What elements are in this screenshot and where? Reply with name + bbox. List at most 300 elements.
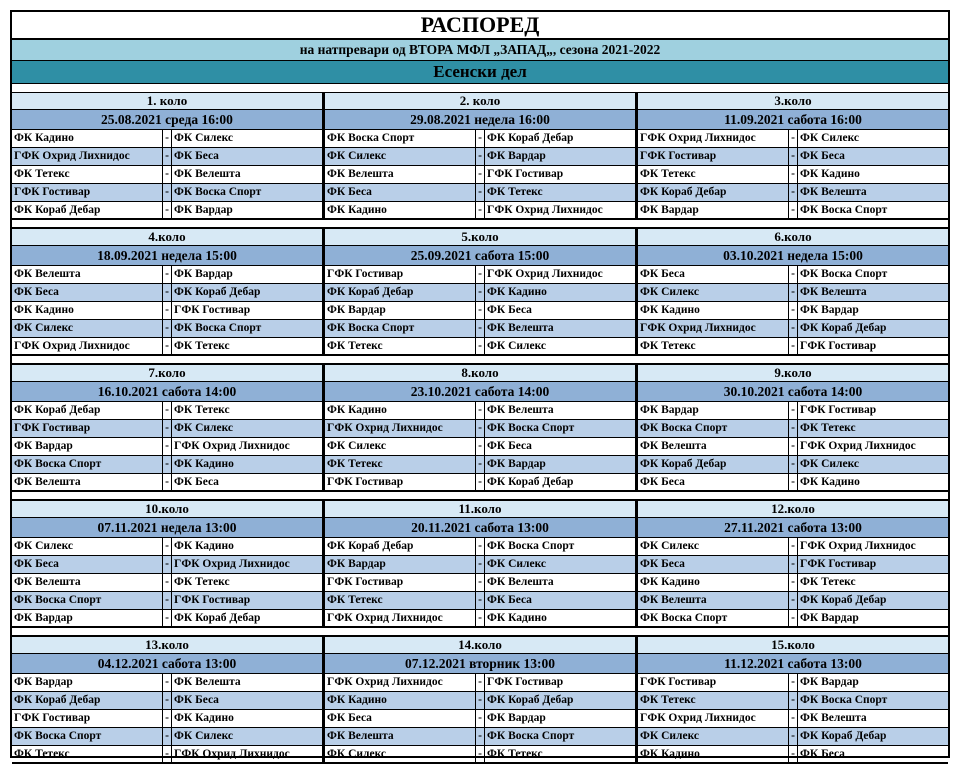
away-team: ГФК Охрид Лихнидос: [487, 204, 603, 216]
away-team: ГФК Охрид Лихнидос: [800, 440, 916, 452]
match-row: [12, 130, 322, 148]
vs-separator: -: [789, 148, 798, 165]
home-team: ФК Вардар: [325, 302, 476, 319]
away-team: ФК Кораб Дебар: [174, 286, 261, 298]
round-date: 07.12.2021 вторник 13:00: [325, 654, 635, 674]
rounds-row: [12, 637, 948, 764]
match-row: [12, 302, 322, 320]
match-row: [638, 674, 948, 692]
match-row: [325, 402, 635, 420]
match-row: [12, 674, 322, 692]
vs-separator: -: [789, 320, 798, 337]
home-team: ФК Кораб Дебар: [325, 284, 476, 301]
home-team: ФК Вардар: [638, 202, 789, 219]
round-label: 3.коло: [638, 93, 948, 110]
home-team: ФК Кадино: [638, 746, 789, 763]
away-team: ФК Воска Спорт: [487, 730, 575, 742]
match-row: [12, 166, 322, 184]
vs-separator: -: [476, 420, 485, 437]
match-row: [638, 746, 948, 763]
round-block: [325, 365, 638, 490]
match-row: [638, 202, 948, 219]
away-team: ФК Кадино: [800, 476, 860, 488]
round-label: 15.коло: [638, 637, 948, 654]
home-team: ФК Кораб Дебар: [638, 456, 789, 473]
match-row: [12, 438, 322, 456]
vs-separator: -: [163, 184, 172, 201]
home-team: ФК Воска Спорт: [325, 320, 476, 337]
round-date: 25.09.2021 сабота 15:00: [325, 246, 635, 266]
round-label: 4.коло: [12, 229, 322, 246]
match-row: [638, 438, 948, 456]
away-team: ФК Силекс: [174, 730, 234, 742]
round-block: [325, 501, 638, 626]
away-team: ФК Вардар: [800, 612, 859, 624]
match-row: [638, 184, 948, 202]
match-row: [12, 610, 322, 627]
home-team: ФК Вардар: [12, 610, 163, 627]
round-block: [12, 229, 325, 354]
away-team: ФК Беса: [487, 304, 532, 316]
vs-separator: -: [476, 130, 485, 147]
round-label: 13.коло: [12, 637, 322, 654]
home-team: ГФК Гостивар: [12, 710, 163, 727]
round-date: 30.10.2021 сабота 14:00: [638, 382, 948, 402]
vs-separator: -: [476, 284, 485, 301]
match-row: [638, 474, 948, 491]
match-row: [12, 266, 322, 284]
match-row: [325, 320, 635, 338]
home-team: ФК Кораб Дебар: [325, 538, 476, 555]
vs-separator: -: [163, 474, 172, 491]
vs-separator: -: [163, 148, 172, 165]
home-team: ФК Силекс: [638, 538, 789, 555]
vs-separator: -: [476, 610, 485, 627]
away-team: ГФК Охрид Лихнидос: [174, 440, 290, 452]
home-team: ФК Вардар: [638, 402, 789, 419]
away-team: ФК Воска Спорт: [174, 322, 262, 334]
vs-separator: -: [163, 746, 172, 763]
vs-separator: -: [476, 456, 485, 473]
home-team: ФК Кадино: [325, 692, 476, 709]
match-row: [325, 610, 635, 627]
vs-separator: -: [163, 710, 172, 727]
round-label: 12.коло: [638, 501, 948, 518]
vs-separator: -: [476, 692, 485, 709]
away-team: ФК Тетекс: [487, 186, 543, 198]
match-row: [325, 538, 635, 556]
away-team: ФК Воска Спорт: [800, 268, 888, 280]
vs-separator: -: [163, 610, 172, 627]
round-label: 2. коло: [325, 93, 635, 110]
vs-separator: -: [476, 746, 485, 763]
round-block: [12, 501, 325, 626]
away-team: ФК Силекс: [800, 132, 860, 144]
away-team: ГФК Гостивар: [174, 304, 251, 316]
vs-separator: -: [476, 556, 485, 573]
home-team: ФК Тетекс: [638, 166, 789, 183]
home-team: ГФК Охрид Лихнидос: [12, 338, 163, 355]
match-row: [638, 130, 948, 148]
away-team: ГФК Гостивар: [800, 558, 877, 570]
home-team: ГФК Охрид Лихнидос: [325, 674, 476, 691]
home-team: ФК Беса: [638, 474, 789, 491]
match-row: [638, 574, 948, 592]
home-team: ФК Тетекс: [638, 338, 789, 355]
match-row: [325, 592, 635, 610]
match-row: [325, 338, 635, 355]
home-team: ФК Кадино: [638, 574, 789, 591]
match-row: [325, 692, 635, 710]
match-row: [638, 420, 948, 438]
match-row: [638, 302, 948, 320]
home-team: ФК Беса: [12, 284, 163, 301]
away-team: ФК Беса: [174, 694, 219, 706]
home-team: ФК Кораб Дебар: [12, 692, 163, 709]
round-block: [638, 501, 948, 626]
match-row: [12, 284, 322, 302]
vs-separator: -: [789, 728, 798, 745]
away-team: ФК Кораб Дебар: [487, 132, 574, 144]
away-team: ФК Воска Спорт: [174, 186, 262, 198]
away-team: ФК Вардар: [800, 304, 859, 316]
away-team: ФК Вардар: [487, 150, 546, 162]
vs-separator: -: [163, 456, 172, 473]
round-block: [325, 93, 638, 218]
vs-separator: -: [789, 592, 798, 609]
match-row: [325, 202, 635, 219]
home-team: ГФК Гостивар: [12, 420, 163, 437]
away-team: ФК Воска Спорт: [487, 422, 575, 434]
vs-separator: -: [163, 302, 172, 319]
vs-separator: -: [476, 538, 485, 555]
away-team: ФК Тетекс: [174, 576, 230, 588]
vs-separator: -: [789, 420, 798, 437]
round-block: [638, 93, 948, 218]
home-team: ФК Воска Спорт: [12, 456, 163, 473]
home-team: ФК Силекс: [12, 538, 163, 555]
vs-separator: -: [476, 674, 485, 691]
vs-separator: -: [163, 284, 172, 301]
home-team: ГФК Охрид Лихнидос: [638, 320, 789, 337]
vs-separator: -: [163, 728, 172, 745]
home-team: ФК Беса: [12, 556, 163, 573]
away-team: ФК Кораб Дебар: [800, 322, 887, 334]
vs-separator: -: [476, 320, 485, 337]
row-gap: [12, 220, 948, 229]
match-row: [12, 320, 322, 338]
away-team: ФК Беса: [174, 150, 219, 162]
away-team: ГФК Гостивар: [800, 340, 877, 352]
round-date: 07.11.2021 недела 13:00: [12, 518, 322, 538]
away-team: ФК Тетекс: [174, 404, 230, 416]
match-row: [12, 728, 322, 746]
away-team: ФК Вардар: [174, 204, 233, 216]
round-date: 03.10.2021 недела 15:00: [638, 246, 948, 266]
away-team: ГФК Охрид Лихнидос: [800, 540, 916, 552]
home-team: ФК Беса: [638, 556, 789, 573]
match-row: [638, 710, 948, 728]
round-block: [638, 229, 948, 354]
round-label: 5.коло: [325, 229, 635, 246]
away-team: ФК Беса: [174, 476, 219, 488]
match-row: [12, 538, 322, 556]
away-team: ФК Воска Спорт: [800, 694, 888, 706]
away-team: ФК Велешта: [487, 322, 554, 334]
home-team: ФК Велешта: [12, 574, 163, 591]
away-team: ФК Тетекс: [174, 340, 230, 352]
match-row: [12, 592, 322, 610]
round-label: 11.коло: [325, 501, 635, 518]
home-team: ФК Кадино: [12, 302, 163, 319]
vs-separator: -: [476, 184, 485, 201]
match-row: [325, 438, 635, 456]
home-team: ФК Кадино: [325, 202, 476, 219]
round-date: 18.09.2021 недела 15:00: [12, 246, 322, 266]
match-row: [12, 456, 322, 474]
round-label: 14.коло: [325, 637, 635, 654]
away-team: ФК Силекс: [800, 458, 860, 470]
match-row: [325, 420, 635, 438]
away-team: ФК Тетекс: [800, 576, 856, 588]
home-team: ГФК Охрид Лихнидос: [638, 130, 789, 147]
match-row: [638, 266, 948, 284]
round-block: [12, 637, 325, 762]
round-date: 04.12.2021 сабота 13:00: [12, 654, 322, 674]
vs-separator: -: [476, 166, 485, 183]
away-team: ФК Велешта: [174, 676, 241, 688]
vs-separator: -: [163, 202, 172, 219]
home-team: ФК Тетекс: [325, 338, 476, 355]
vs-separator: -: [163, 438, 172, 455]
vs-separator: -: [789, 402, 798, 419]
away-team: ГФК Гостивар: [487, 676, 564, 688]
home-team: ФК Кадино: [325, 402, 476, 419]
round-date: 11.09.2021 сабота 16:00: [638, 110, 948, 130]
home-team: ФК Кадино: [638, 302, 789, 319]
vs-separator: -: [163, 574, 172, 591]
row-gap: [12, 492, 948, 501]
vs-separator: -: [163, 338, 172, 355]
round-label: 9.коло: [638, 365, 948, 382]
vs-separator: -: [476, 302, 485, 319]
match-row: [12, 710, 322, 728]
rounds-row: [12, 229, 948, 356]
away-team: ГФК Гостивар: [800, 404, 877, 416]
home-team: ФК Воска Спорт: [638, 610, 789, 627]
match-row: [638, 538, 948, 556]
home-team: ФК Беса: [325, 184, 476, 201]
home-team: ФК Воска Спорт: [12, 728, 163, 745]
home-team: ФК Вардар: [12, 674, 163, 691]
vs-separator: -: [476, 710, 485, 727]
row-gap: [12, 356, 948, 365]
match-row: [12, 402, 322, 420]
home-team: ГФК Гостивар: [638, 674, 789, 691]
vs-separator: -: [163, 166, 172, 183]
round-date: 25.08.2021 среда 16:00: [12, 110, 322, 130]
home-team: ФК Тетекс: [638, 692, 789, 709]
away-team: ФК Кораб Дебар: [800, 594, 887, 606]
match-row: [325, 746, 635, 763]
vs-separator: -: [789, 538, 798, 555]
home-team: ГФК Охрид Лихнидос: [325, 610, 476, 627]
away-team: ФК Беса: [487, 594, 532, 606]
match-row: [325, 710, 635, 728]
away-team: ФК Беса: [800, 748, 845, 760]
vs-separator: -: [476, 438, 485, 455]
away-team: ФК Силекс: [174, 422, 234, 434]
home-team: ФК Тетекс: [12, 746, 163, 763]
away-team: ФК Кораб Дебар: [487, 694, 574, 706]
vs-separator: -: [789, 674, 798, 691]
vs-separator: -: [476, 202, 485, 219]
vs-separator: -: [789, 710, 798, 727]
match-row: [325, 266, 635, 284]
vs-separator: -: [163, 556, 172, 573]
home-team: ФК Кадино: [12, 130, 163, 147]
home-team: ГФК Охрид Лихнидос: [325, 420, 476, 437]
away-team: ФК Велешта: [800, 286, 867, 298]
away-team: ФК Силекс: [174, 132, 234, 144]
home-team: ФК Тетекс: [325, 592, 476, 609]
vs-separator: -: [789, 456, 798, 473]
vs-separator: -: [789, 438, 798, 455]
home-team: ФК Силекс: [638, 728, 789, 745]
match-row: [325, 556, 635, 574]
home-team: ГФК Гостивар: [638, 148, 789, 165]
away-team: ГФК Охрид Лихнидос: [174, 558, 290, 570]
round-block: [12, 93, 325, 218]
match-row: [638, 610, 948, 627]
match-row: [638, 728, 948, 746]
away-team: ФК Кораб Дебар: [174, 612, 261, 624]
round-block: [638, 637, 948, 762]
home-team: ФК Силекс: [325, 148, 476, 165]
vs-separator: -: [476, 402, 485, 419]
vs-separator: -: [789, 202, 798, 219]
round-block: [325, 637, 638, 762]
home-team: ФК Велешта: [12, 474, 163, 491]
home-team: ФК Кораб Дебар: [12, 402, 163, 419]
away-team: ФК Силекс: [487, 558, 547, 570]
away-team: ФК Вардар: [487, 712, 546, 724]
home-team: ГФК Гостивар: [12, 184, 163, 201]
away-team: ФК Велешта: [487, 576, 554, 588]
home-team: ГФК Охрид Лихнидос: [638, 710, 789, 727]
away-team: ФК Кадино: [800, 168, 860, 180]
match-row: [12, 184, 322, 202]
row-gap: [12, 628, 948, 637]
home-team: ФК Кораб Дебар: [12, 202, 163, 219]
schedule-sheet: [10, 10, 950, 758]
home-team: ГФК Гостивар: [325, 266, 476, 283]
match-row: [12, 420, 322, 438]
vs-separator: -: [163, 674, 172, 691]
round-block: [638, 365, 948, 490]
away-team: ФК Кадино: [174, 712, 234, 724]
home-team: ФК Велешта: [12, 266, 163, 283]
away-team: ФК Кадино: [174, 540, 234, 552]
vs-separator: -: [789, 338, 798, 355]
home-team: ФК Тетекс: [12, 166, 163, 183]
match-row: [638, 456, 948, 474]
home-team: ФК Силекс: [325, 438, 476, 455]
match-row: [325, 184, 635, 202]
match-row: [12, 574, 322, 592]
round-label: 10.коло: [12, 501, 322, 518]
vs-separator: -: [163, 266, 172, 283]
vs-separator: -: [476, 728, 485, 745]
page-subtitle: на натпревари од ВТОРА МФЛ „ЗАПАД„, сезона 2021-2022: [12, 40, 948, 61]
match-row: [325, 674, 635, 692]
round-date: 27.11.2021 сабота 13:00: [638, 518, 948, 538]
home-team: ГФК Гостивар: [325, 474, 476, 491]
away-team: ГФК Охрид Лихнидос: [487, 268, 603, 280]
vs-separator: -: [163, 420, 172, 437]
vs-separator: -: [789, 746, 798, 763]
vs-separator: -: [789, 574, 798, 591]
match-row: [325, 728, 635, 746]
away-team: ФК Вардар: [174, 268, 233, 280]
round-date: 29.08.2021 недела 16:00: [325, 110, 635, 130]
round-date: 20.11.2021 сабота 13:00: [325, 518, 635, 538]
home-team: ФК Велешта: [325, 166, 476, 183]
match-row: [12, 338, 322, 355]
away-team: ФК Силекс: [487, 340, 547, 352]
spacer: [12, 84, 948, 93]
vs-separator: -: [163, 320, 172, 337]
match-row: [12, 692, 322, 710]
away-team: ФК Тетекс: [487, 748, 543, 760]
away-team: ФК Кораб Дебар: [800, 730, 887, 742]
match-row: [325, 284, 635, 302]
vs-separator: -: [789, 610, 798, 627]
vs-separator: -: [789, 266, 798, 283]
match-row: [325, 456, 635, 474]
vs-separator: -: [476, 474, 485, 491]
match-row: [638, 556, 948, 574]
page-title: РАСПОРЕД: [12, 12, 948, 40]
match-row: [638, 166, 948, 184]
home-team: ФК Вардар: [12, 438, 163, 455]
match-row: [325, 166, 635, 184]
home-team: ФК Беса: [325, 710, 476, 727]
rounds-row: [12, 501, 948, 628]
vs-separator: -: [476, 148, 485, 165]
round-block: [12, 365, 325, 490]
match-row: [638, 592, 948, 610]
round-block: [325, 229, 638, 354]
vs-separator: -: [163, 538, 172, 555]
away-team: ГФК Гостивар: [174, 594, 251, 606]
away-team: ФК Кадино: [487, 612, 547, 624]
away-team: ФК Тетекс: [800, 422, 856, 434]
home-team: ФК Силекс: [638, 284, 789, 301]
match-row: [638, 320, 948, 338]
rounds-row: [12, 365, 948, 492]
home-team: ФК Кораб Дебар: [638, 184, 789, 201]
vs-separator: -: [163, 692, 172, 709]
rounds-row: [12, 93, 948, 220]
away-team: ФК Велешта: [800, 712, 867, 724]
rounds-grid: [12, 93, 948, 764]
vs-separator: -: [476, 266, 485, 283]
match-row: [638, 148, 948, 166]
season-part-label: Есенски дел: [12, 61, 948, 84]
away-team: ФК Вардар: [800, 676, 859, 688]
vs-separator: -: [163, 592, 172, 609]
